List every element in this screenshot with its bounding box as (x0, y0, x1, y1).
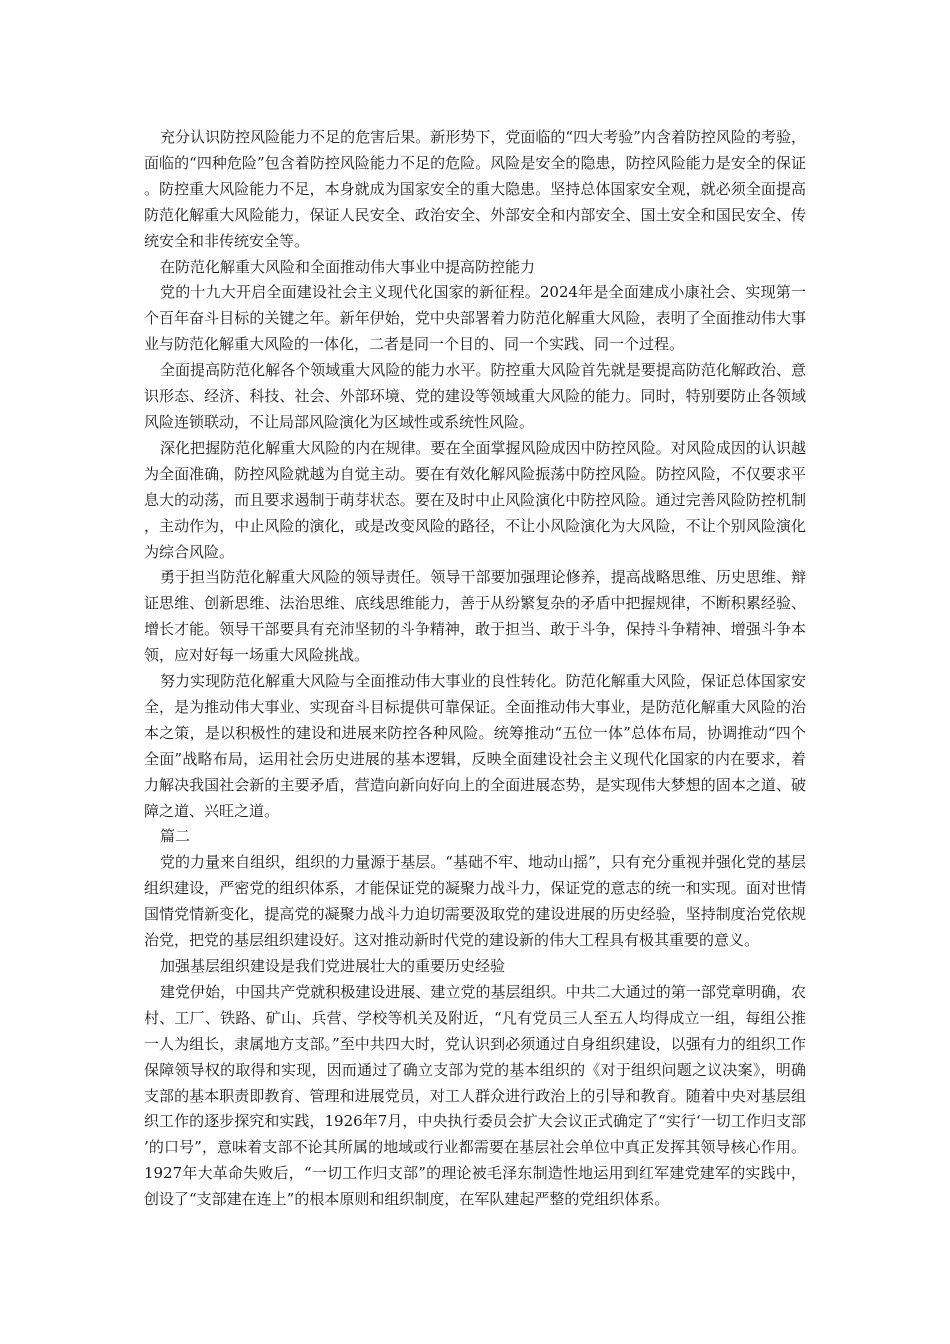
paragraph-party-founding-history: 建党伊始，中国共产党就积极建设进展、建立党的基层组织。中共二大通过的第一部党章明确，农村、工厂、铁路、矿山、兵营、学校等机关及附近，“凡有党员三人至五人均得成立一组，每组公推一人为组长，隶属地方支部。”至中共四大时，党认识到必须通过自身组织建设，以强有力的组织工作保障领导权的取得和实现，因而通过了确立支部为党的基本组织的《对于组织问题之议决案》，明确支部的基本职责即教育、管理和进展党员，对工人群众进行政治上的引导和教育。随着中央对基层组织工作的逐步探究和实践，1926年7月，中央执行委员会扩大会议正式确定了“实行‘一切工作归支部’的口号”，意味着支部不论其所属的地域或行业都需要在基层社会单位中真正发挥其领导核心作用。1927年大革命失败后，“一切工作归支部”的理论被毛泽东制造性地运用到红军建党建军的实践中，创设了“支部建在连上”的根本原则和组织制度，在军队建起严整的党组织体系。 (144, 982, 806, 1209)
document-body (144, 125, 806, 1213)
paragraph-inherent-laws: 深化把握防范化解重大风险的内在规律。要在全面掌握风险成因中防控风险。对风险成因的认识越为全面准确，防控风险就越为自觉主动。要在有效化解风险振荡中防控风险。防控风险，不仅要求平息大的动荡，而且要求遏制于萌芽状态。要在及时中止风险演化中防控风险。通过完善风险防控机制，主动作为，中止风险的演化，或是改变风险的路径，不让小风险演化为大风险，不让个别风险演化为综合风险。 (144, 438, 806, 561)
section-heading-improve-capability: 在防范化解重大风险和全面推动伟大事业中提高防控能力 (160, 257, 536, 276)
paragraph-risk-consequences: 充分认识防控风险能力不足的危害后果。新形势下，党面临的“四大考验”内含着防控风险的考验，面临的“四种危险”包含着防控风险能力不足的危险。风险是安全的隐患，防控风险能力是安全的保证。防控重大风险能力不足，本身就成为国家安全的重大隐患。坚持总体国家安全观，就必须全面提高防范化解重大风险能力，保证人民安全、政治安全、外部安全和内部安全、国土安全和国民安全、传统安全和非传统安全等。 (144, 128, 806, 250)
paragraph-party-strength: 党的力量来自组织，组织的力量源于基层。“基础不牢、地动山摇”，只有充分重视并强化党的基层组织建设，严密党的组织体系，才能保证党的凝聚力战斗力，保证党的意志的统一和实现。面对世情国情党情新变化，提高党的凝聚力战斗力迫切需要汲取党的建设进展的历史经验，坚持制度治党依规治党，把党的基层组织建设好。这对推动新时代党的建设新的伟大工程具有极其重要的意义。 (144, 853, 806, 950)
paragraph-comprehensive-capability: 全面提高防范化解各个领域重大风险的能力水平。防控重大风险首先就是要提高防范化解政治、意识形态、经济、科技、社会、外部环境、党的建设等领域重大风险的能力。同时，特别要防止各领域风险连锁联动，不让局部风险演化为区域性或系统性风险。 (144, 361, 806, 431)
section-label-part-two: 篇二 (160, 827, 191, 846)
paragraph-benign-transformation: 努力实现防范化解重大风险与全面推动伟大事业的良性转化。防范化解重大风险，保证总体国家安全，是为推动伟大事业、实现奋斗目标提供可靠保证。全面推动伟大事业，是防范化解重大风险的治本之策，是以积极性的建设和进展来防控各种风险。统筹推动“五位一体”总体布局，协调推动“四个全面”战略布局，运用社会历史进展的基本逻辑，反映全面建设社会主义现代化国家的内在要求，着力解决我国社会新的主要矛盾，营造向新向好向上的全面进展态势，是实现伟大梦想的固本之道、破障之道、兴旺之道。 (144, 672, 806, 820)
paragraph-leadership-responsibility: 勇于担当防范化解重大风险的领导责任。领导干部要加强理论修养，提高战略思维、历史思维、辩证思维、创新思维、法治思维、底线思维能力，善于从纷繁复杂的矛盾中把握规律，不断积累经验、增长才能。领导干部要具有充沛坚韧的斗争精神，敢于担当、敢于斗争，保持斗争精神、增强斗争本领，应对好每一场重大风险挑战。 (144, 568, 806, 665)
section-heading-grassroots-organization: 加强基层组织建设是我们党进展壮大的重要历史经验 (160, 957, 506, 975)
paragraph-new-journey: 党的十九大开启全面建设社会主义现代化国家的新征程。2024年是全面建成小康社会、实现第一个百年奋斗目标的关键之年。新年伊始，党中央部署着力防范化解重大风险，表明了全面推动伟大事业与防范化解重大风险的一体化，二者是同一个目的、同一个实践、同一个过程。 (144, 283, 806, 354)
